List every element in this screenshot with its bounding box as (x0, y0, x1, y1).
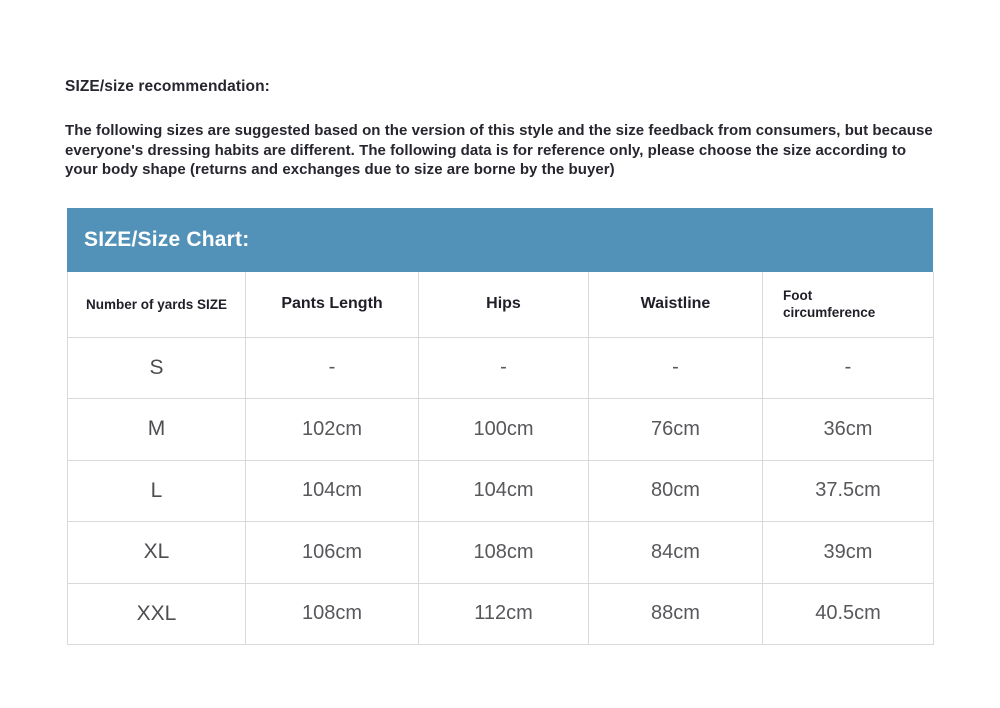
column-header-hips: Hips (419, 272, 589, 337)
pants-length-cell: 106cm (246, 522, 419, 584)
column-header-foot-circumference: Foot circumference (763, 272, 934, 337)
size-cell: L (68, 460, 246, 522)
column-header-waistline: Waistline (589, 272, 763, 337)
size-cell: S (68, 337, 246, 399)
pants-length-cell: 104cm (246, 460, 419, 522)
size-cell: M (68, 399, 246, 461)
foot-circumference-cell: 37.5cm (763, 460, 934, 522)
foot-circumference-cell: 40.5cm (763, 583, 934, 645)
pants-length-cell: 108cm (246, 583, 419, 645)
waistline-cell: 88cm (589, 583, 763, 645)
waistline-cell: - (589, 337, 763, 399)
table-row (68, 399, 934, 461)
waistline-cell: 76cm (589, 399, 763, 461)
column-header-size: Number of yards SIZE (68, 272, 246, 337)
size-cell: XL (68, 522, 246, 584)
hips-cell: 100cm (419, 399, 589, 461)
size-chart-title-bar (67, 208, 933, 272)
table-row (68, 583, 934, 645)
waistline-cell: 80cm (589, 460, 763, 522)
foot-circumference-cell: - (763, 337, 934, 399)
table-row (68, 522, 934, 584)
hips-cell: 112cm (419, 583, 589, 645)
column-header-pants-length: Pants Length (246, 272, 419, 337)
table-row (68, 337, 934, 399)
waistline-cell: 84cm (589, 522, 763, 584)
foot-circumference-cell: 36cm (763, 399, 934, 461)
foot-circumference-cell: 39cm (763, 522, 934, 584)
size-cell: XXL (68, 583, 246, 645)
size-chart-title: SIZE/Size Chart: (84, 228, 250, 251)
hips-cell: 104cm (419, 460, 589, 522)
pants-length-cell: - (246, 337, 419, 399)
table-header-row (68, 272, 934, 337)
size-recommendation-text: The following sizes are suggested based on the version of this style and the size feedback from consumers, but because everyone's dressing habits are different. The following data is for reference only, please choose the size according to your body shape (returns and exchanges due to size are borne by the buyer) (65, 122, 933, 178)
size-recommendation-heading: SIZE/size recommendation: (65, 78, 270, 95)
size-chart-table (67, 272, 934, 645)
size-chart-section (67, 208, 933, 645)
hips-cell: 108cm (419, 522, 589, 584)
hips-cell: - (419, 337, 589, 399)
table-row (68, 460, 934, 522)
pants-length-cell: 102cm (246, 399, 419, 461)
